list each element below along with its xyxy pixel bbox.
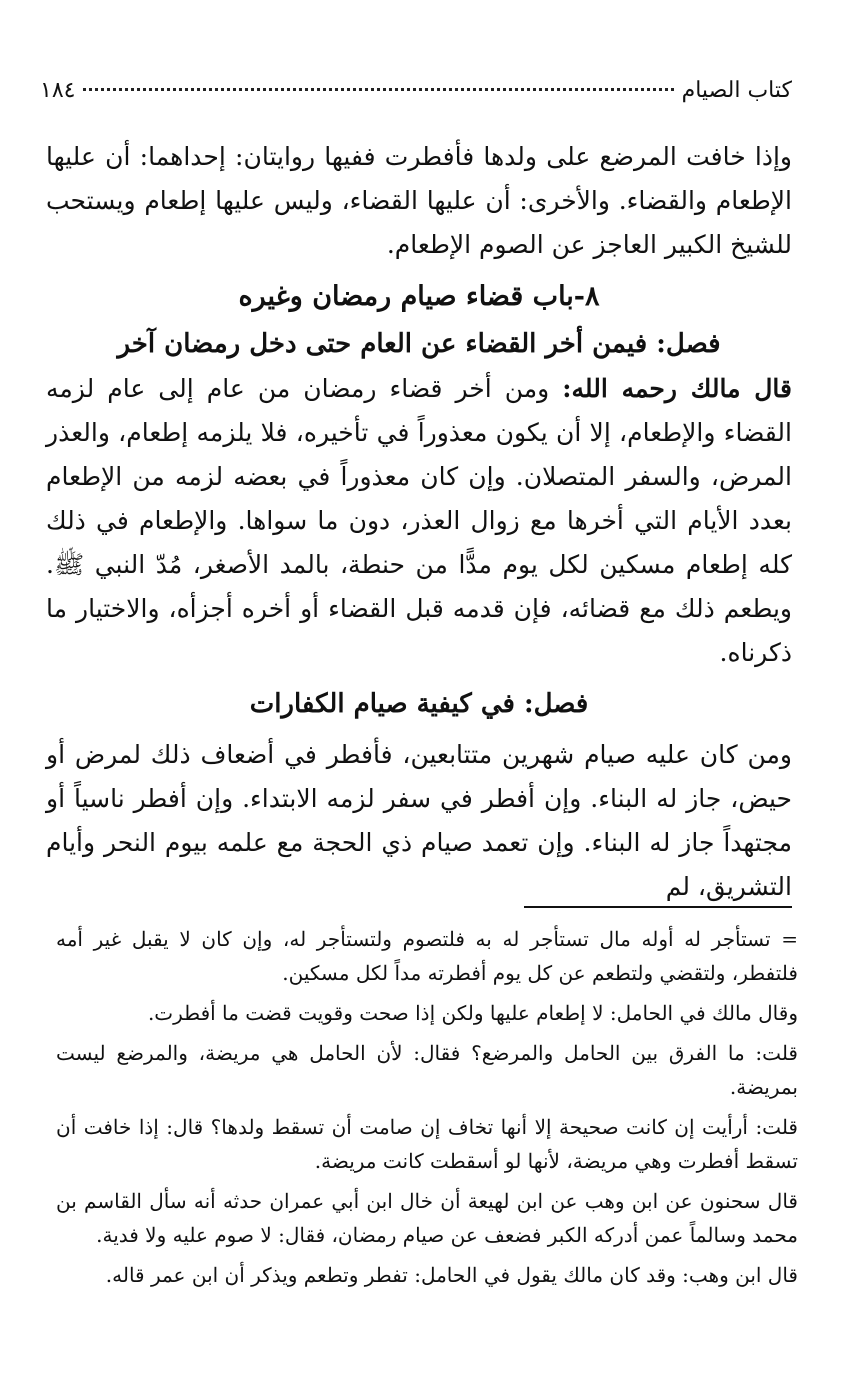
header-dot-leader xyxy=(83,88,673,91)
footnotes xyxy=(56,922,798,1298)
main-text xyxy=(46,135,792,909)
footnote-paragraph: قلت: أرأيت إن كانت صحيحة إلا أنها تخاف إن صامت أن تسقط ولدها؟ قال: إذا خافت أن تسقط أفطرت وهي مريضة، لأنها لو أسقطت كانت مريضة. xyxy=(56,1115,798,1173)
footnote-separator xyxy=(524,906,792,908)
section-paragraph-delayed-makeup xyxy=(46,367,792,675)
running-header xyxy=(40,78,792,112)
footnote-paragraph: = تستأجر له أوله مال تستأجر له به فلتصوم ولتستأجر له، وإن كان لا يقبل غير أمه فلتفطر، ولتقضي ولتطعم عن كل يوم أفطرته مداً لكل مسكين. xyxy=(56,927,798,985)
intro-paragraph: وإذا خافت المرضع على ولدها فأفطرت ففيها روايتان: إحداهما: أن عليها الإطعام والقضاء. والأخرى: أن عليها القضاء، وليس عليها إطعام ويستحب للشيخ الكبير العاجز عن الصوم الإطعام. xyxy=(46,142,792,259)
footnote-paragraph: وقال مالك في الحامل: لا إطعام عليها ولكن إذا صحت وقويت قضت ما أفطرت. xyxy=(147,1001,798,1025)
section-paragraph-expiation-fasting: ومن كان عليه صيام شهرين متتابعين، فأفطر في أضعاف ذلك لمرض أو حيض، جاز له البناء. وإن أفطر في سفر لزمه الابتداء. وإن أفطر ناسياً أو مجتهداً جاز له البناء. وإن تعمد صيام ذي الحجة مع علمه بيوم النحر وأيام التشريق، لم xyxy=(46,740,792,901)
book-title: كتاب الصيام xyxy=(681,78,792,103)
page-number: ١٨٤ xyxy=(40,78,76,103)
malik-quote-lead: قال مالك رحمه الله: xyxy=(562,374,792,403)
section-text-delayed-makeup: ومن أخر قضاء رمضان من عام إلى عام لزمه القضاء والإطعام، إلا أن يكون معذوراً في تأخيره، فلا يلزمه إطعام، والعذر المرض، والسفر المتصلان. وإن كان معذوراً في بعضه لزمه من الإطعام بعدد الأيام التي أخرها مع زوال العذر، دون ما سواها. والإطعام في ذلك كله إطعام مسكين لكل يوم مدًّا من حنطة، بالمد الأصغر، مُدّ النبي ﷺ. ويطعم ذلك مع قضائه، فإن قدمه قبل القضاء أو أخره أجزأه، والاختيار ما ذكرناه. xyxy=(46,374,792,667)
footnote-paragraph: قلت: ما الفرق بين الحامل والمرضع؟ فقال: لأن الحامل هي مريضة، والمرضع ليست بمريضة. xyxy=(56,1041,798,1099)
section-heading-expiation-fasting: فصل: في كيفية صيام الكفارات xyxy=(249,689,589,719)
chapter-heading: ٨-باب قضاء صيام رمضان وغيره xyxy=(238,281,600,312)
footnote-paragraph: قال سحنون عن ابن وهب عن ابن لهيعة أن خال ابن أبي عمران حدثه أنه سأل القاسم بن محمد وسالماً عمن أدركه الكبر فضعف عن صيام رمضان، فقال: لا صوم عليه ولا فدية. xyxy=(56,1189,798,1247)
section-heading-delayed-makeup: فصل: فيمن أخر القضاء عن العام حتى دخل رمضان آخر xyxy=(117,329,721,359)
footnote-paragraph: قال ابن وهب: وقد كان مالك يقول في الحامل: تفطر وتطعم ويذكر أن ابن عمر قاله. xyxy=(105,1263,798,1287)
